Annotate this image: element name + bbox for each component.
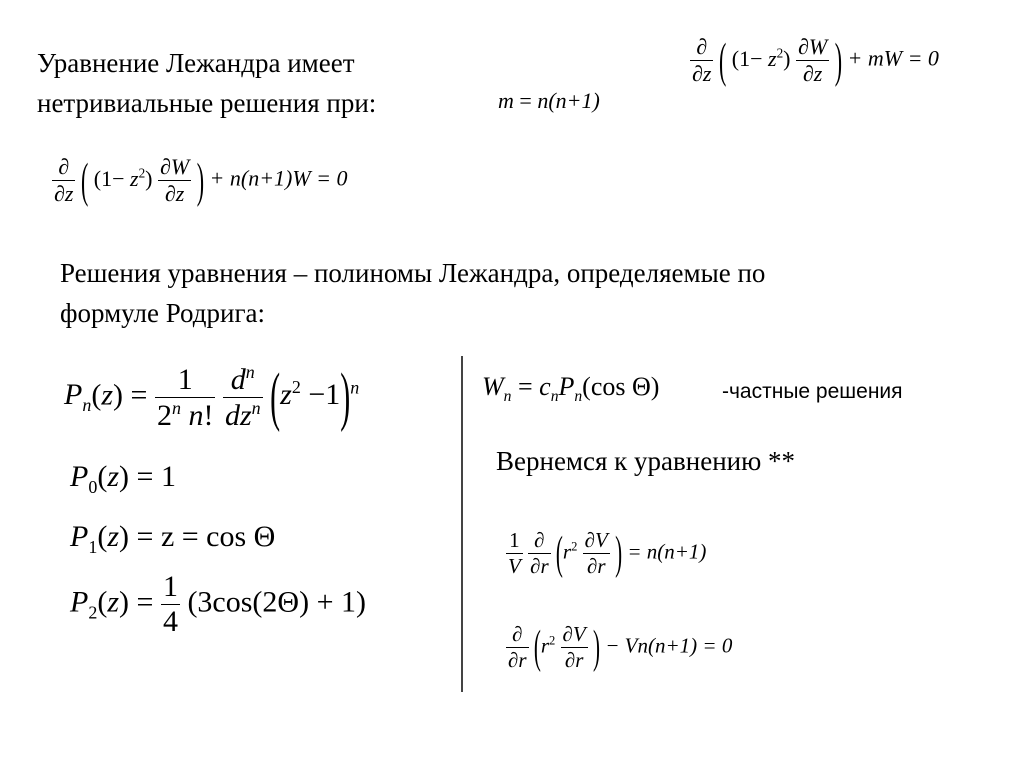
condition-rhs: n(n+1) (537, 88, 600, 113)
legendre-equation-tail: + mW = 0 (847, 45, 939, 71)
p1-rhs: z = cos Θ (160, 520, 276, 553)
vertical-divider (461, 356, 463, 692)
p1-equation: $P_1(z) = z = \cos \Theta$ (70, 520, 276, 557)
p2-equation: $P_2(z)$ = $\frac{1}{4}$ (3cos(2Θ) + 1) (70, 570, 366, 638)
intro-line-1: Уравнение Лежандра имеет (37, 48, 355, 78)
condition-equation: m = n(n+1) (498, 88, 600, 113)
intro-line-2: нетривиальные решения при: (37, 88, 377, 118)
radial-equation-1-rhs: = n(n+1) (627, 539, 707, 564)
p0-equation: $P_0(z) = 1$ (70, 460, 176, 497)
particular-note: -частные решения (722, 380, 903, 403)
p0-rhs: 1 (160, 460, 176, 493)
substituted-equation-tail: + n(n+1)W = 0 (209, 165, 348, 191)
return-text: Вернемся к уравнению ** (496, 446, 796, 476)
condition-lhs: m (498, 88, 514, 113)
radial-equation-1: $\frac{1}{V}$ $\frac{\partial}{\partial r}$ ($r^2$ $\frac{\partial V}{\partial r}$ ) = n(n+1) (508, 526, 707, 579)
solutions-line-2: формуле Родрига: (60, 298, 266, 328)
substituted-equation: $\frac{\partial}{\partial z}$ ( $(1- z^2)$ $\frac{\partial W}{\partial z}$ ) + n(n+1)W = 0 (54, 151, 348, 207)
radial-equation-2: $\frac{\partial}{\partial r}$ ($r^2$ $\frac{\partial V}{\partial r}$ ) − Vn(n+1) = 0 (508, 620, 733, 673)
p2-rhs: (3cos(2Θ) + 1) (187, 585, 366, 619)
particular-solution-equation: $W_n = c_nP_n(\cos$ Θ) (482, 372, 660, 406)
legendre-equation: $\frac{\partial}{\partial z}$ ( $(1- z^2)$ $\frac{\partial W}{\partial z}$ ) + mW = 0 (692, 31, 939, 87)
radial-equation-2-tail: − Vn(n+1) = 0 (605, 633, 733, 658)
rodrigues-formula: $P_n(z)$ = $\frac{1}{2^n n!}$ $\frac{d^n}{dz^n}$ $(z^2 -1)^n$ (64, 360, 360, 433)
solutions-line-1: Решения уравнения – полиномы Лежандра, определяемые по (60, 258, 766, 288)
